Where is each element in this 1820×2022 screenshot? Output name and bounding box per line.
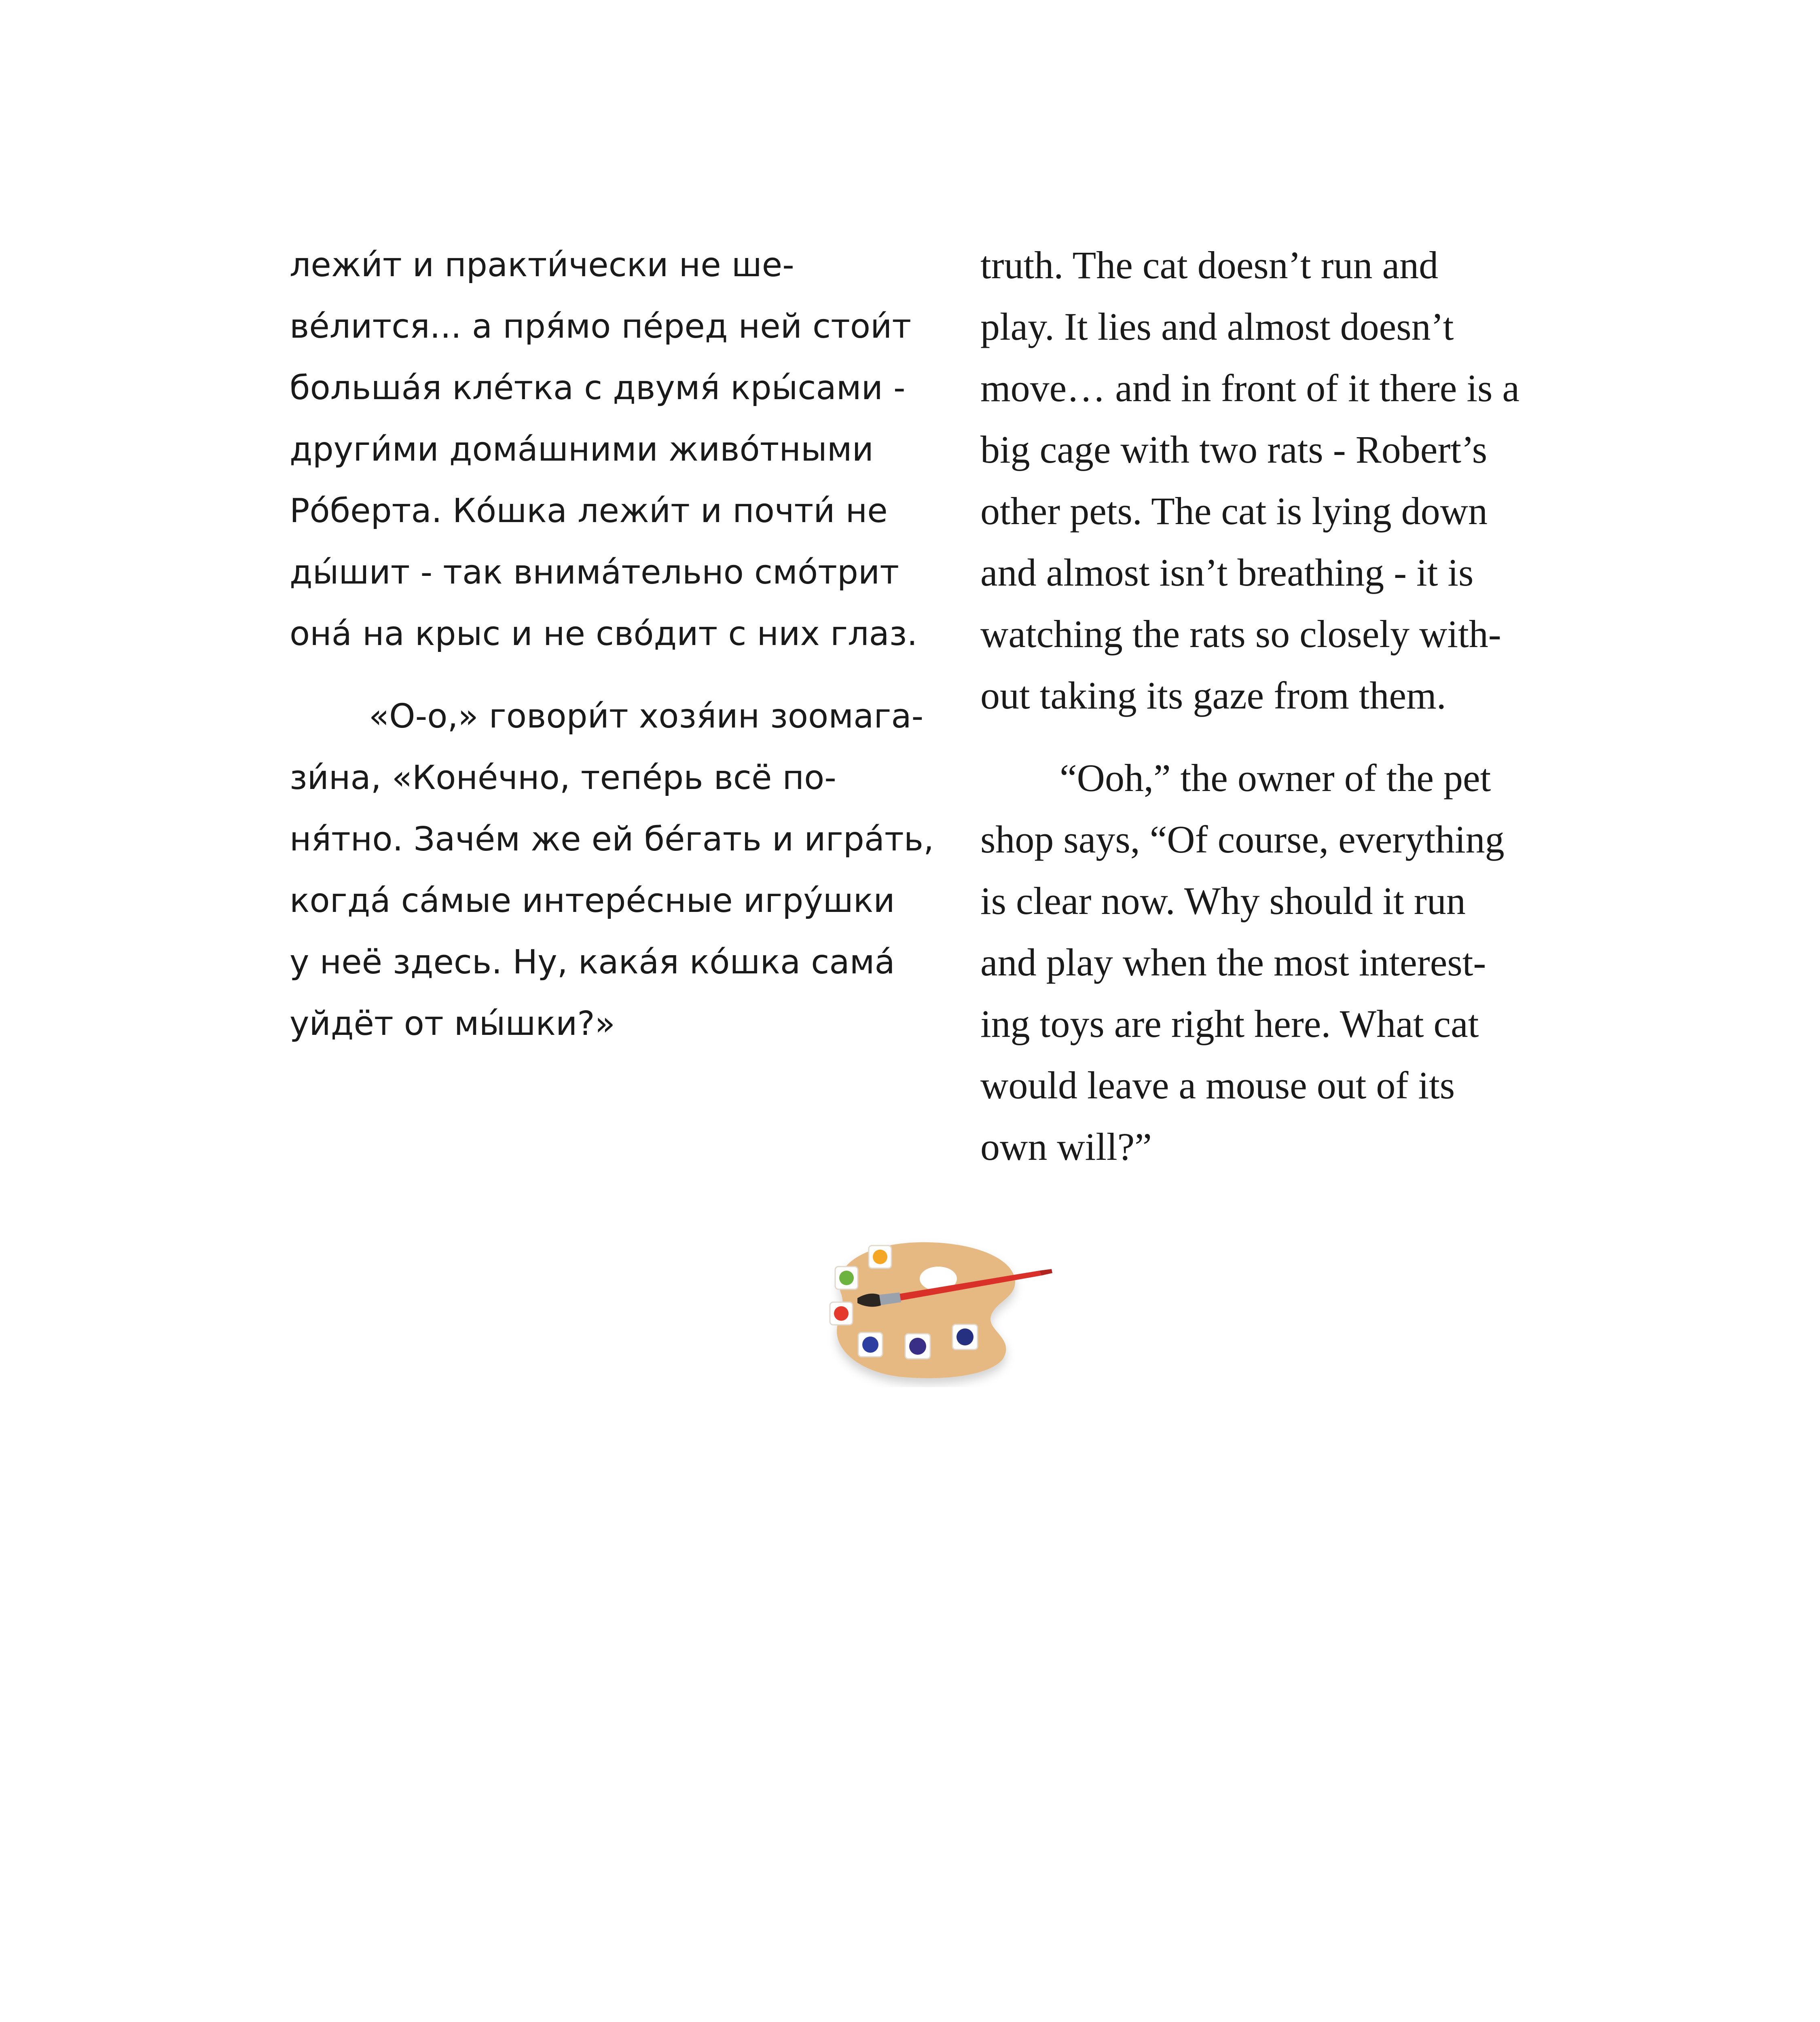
text-line: out taking its gaze from them. — [980, 674, 1446, 717]
text-line: зи́на, «Коне́чно, тепе́рь всё по- — [290, 759, 836, 797]
paragraph-gap — [980, 726, 1636, 747]
text-line: play. It lies and almost doesn’t — [980, 305, 1454, 348]
text-line: big cage with two rats - Robert’s — [980, 428, 1488, 471]
text-line: ды́шит - так внима́тельно смо́трит — [290, 553, 899, 592]
text-line: уйдёт от мы́шки?» — [290, 1005, 615, 1043]
paragraph — [290, 686, 945, 1055]
paint-well — [834, 1306, 849, 1321]
english-text-column — [980, 235, 1636, 1178]
text-line: other pets. The cat is lying down — [980, 489, 1488, 533]
text-line: own will?” — [980, 1125, 1152, 1168]
text-line: ing toys are right here. What cat — [980, 1002, 1479, 1045]
text-line: truth. The cat doesn’t run and — [980, 243, 1439, 287]
text-line: and almost isn’t breathing - it is — [980, 551, 1474, 594]
paint-well — [909, 1338, 926, 1355]
text-line: would leave a mouse out of its — [980, 1064, 1455, 1107]
text-line: and play when the most interest- — [980, 941, 1486, 984]
text-line: watching the rats so closely with- — [980, 612, 1501, 656]
text-line: ня́тно. Заче́м же ей бе́гать и игра́ть, — [290, 820, 934, 859]
paragraph — [980, 747, 1636, 1178]
text-line: “Ooh,” the owner of the pet — [1060, 756, 1491, 799]
paragraph — [980, 235, 1636, 726]
text-line: у неё здесь. Ну, кака́я ко́шка сама́ — [290, 943, 895, 981]
paragraph-gap — [290, 665, 945, 686]
text-line: когда́ са́мые интере́сные игру́шки — [290, 882, 895, 920]
text-line: ве́лится... а пря́мо пе́ред ней стои́т — [290, 307, 912, 346]
paint-well — [862, 1337, 878, 1353]
paint-well — [873, 1250, 887, 1264]
text-line: Ро́берта. Ко́шка лежи́т и почти́ не — [290, 492, 888, 530]
text-line: больша́я кле́тка с двумя́ кры́сами - — [290, 369, 906, 407]
paragraph — [290, 235, 945, 665]
text-line: move… and in front of it there is a — [980, 366, 1519, 410]
paint-palette-icon — [813, 1233, 1056, 1387]
text-line: shop says, “Of course, everything — [980, 818, 1505, 861]
text-line: лежи́т и практи́чески не ше- — [290, 246, 794, 284]
russian-text-column — [290, 235, 945, 1055]
text-line: други́ми дома́шними живо́тными — [290, 430, 874, 469]
text-line: «О-о,» говори́т хозя́ин зоомага- — [369, 697, 924, 736]
paint-well — [957, 1328, 973, 1345]
paint-well — [839, 1271, 854, 1285]
text-line: is clear now. Why should it run — [980, 879, 1466, 922]
text-line: она́ на крыс и не сво́дит с них глаз. — [290, 615, 918, 653]
